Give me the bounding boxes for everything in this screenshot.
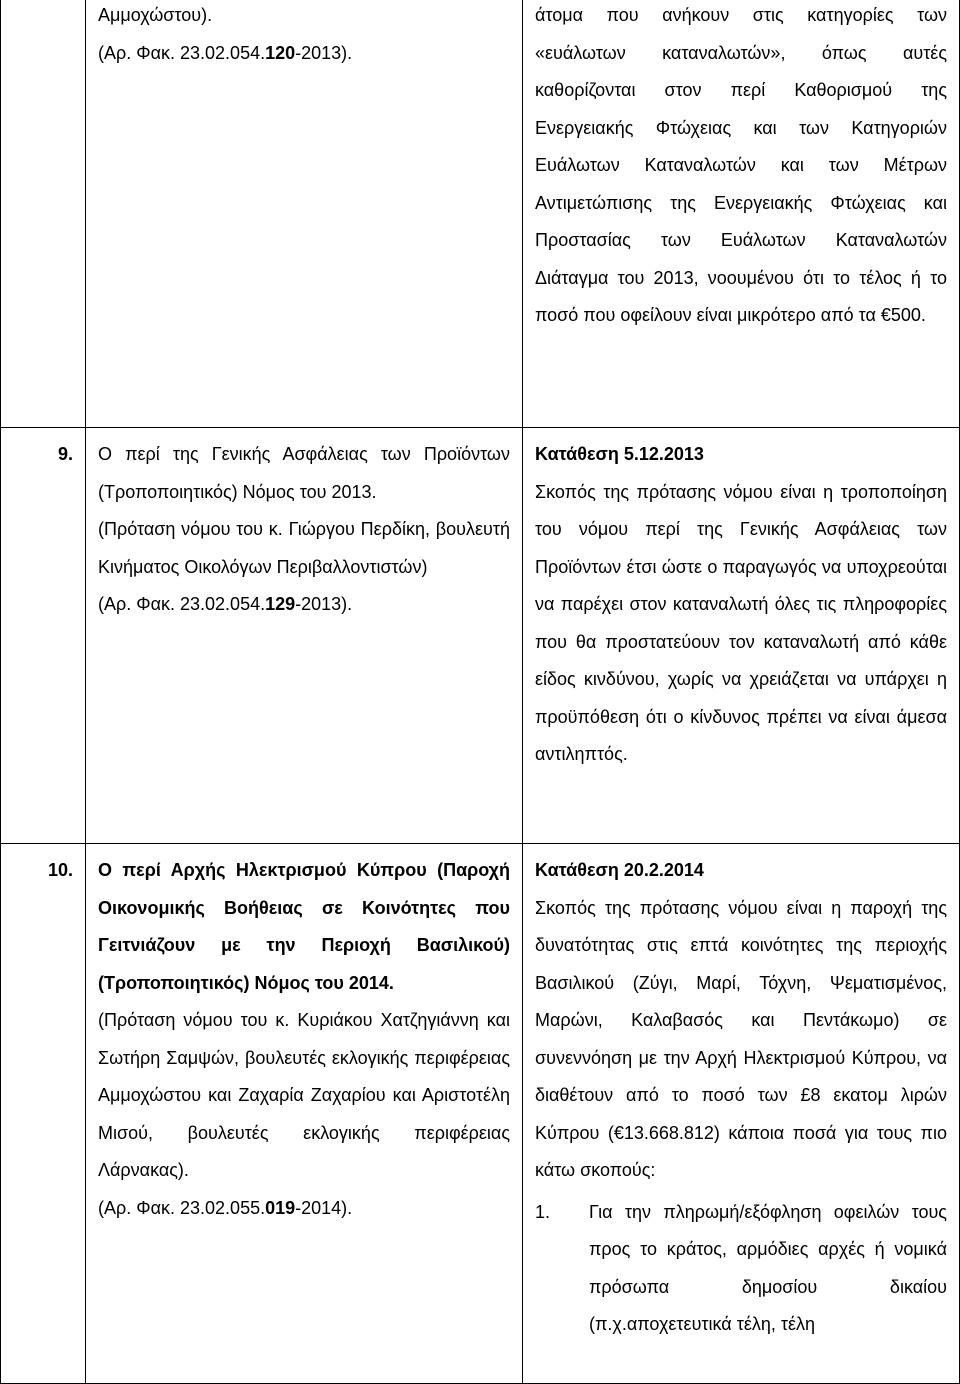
row-number-cell [1,0,86,428]
bill-title-cell [86,844,523,1384]
row-number: 9. [57,444,73,464]
bill-title-cell [86,0,523,428]
file-reference: (Αρ. Φακ. 23.02.055.019-2014). [98,1197,353,1218]
bill-title-cell [86,428,523,844]
table-row [1,844,960,1384]
row-number: 10. [47,860,73,880]
description-cell [523,844,960,1384]
deposit-date: Κατάθεση 5.12.2013 [535,444,704,464]
bill-description: Σκοπός της πρότασης νόμου είναι η τροποποίηση του νόμου περί της Γενικής Ασφάλειας των Προϊόντων έτσι ώστε ο παραγωγός να υποχρεούται να παρέχει στον καταναλωτή όλες τις πληροφορίες που θα προστατεύουν τον καταναλωτή από κάθε είδος κινδύνου, χωρίς να χρειάζεται να υπάρχει η προϋπόθεση ότι ο κίνδυνος πρέπει να είναι άμεσα αντιληπτός. [535,481,947,764]
file-reference: (Αρ. Φακ. 23.02.054.120-2013). [98,42,353,63]
bill-proposer: (Πρόταση νόμου του κ. Κυριάκου Χατζηγιάννη και Σωτήρη Σαμψών, βουλευτές εκλογικής περιφέρειας Αμμοχώστου και Ζαχαρία Ζαχαρίου και Αριστοτέλη Μισού, βουλευτές εκλογικής περιφέρειας Λάρνακας). [98,1010,510,1180]
list-item [535,1194,947,1344]
bill-description: άτομα που ανήκουν στις κατηγορίες των «ευάλωτων καταναλωτών», όπως αυτές καθορίζονται στον περί Καθορισμού της Ενεργειακής Φτώχειας και των Κατηγοριών Ευάλωτων Καταναλωτών και των Μέτρων Αντιμετώπισης της Ενεργειακής Φτώχειας και Προστασίας των Ευάλωτων Καταναλωτών Διάταγμα του 2013, νοουμένου ότι το τέλος ή το ποσό που οφείλουν είναι μικρότερο από τα €500. [535,5,947,325]
list-item-number: 1. [535,1201,551,1222]
bill-proposer: (Πρόταση νόμου του κ. Γιώργου Περδίκη, βουλευτή Κινήματος Οικολόγων Περιβαλλοντιστών) [98,519,510,577]
row-number-cell [1,428,86,844]
table-row [1,0,960,428]
bill-title-continuation: Αμμοχώστου). [98,5,213,25]
row-number-cell [1,844,86,1384]
list-item-text: Για την πληρωμή/εξόφληση οφειλών τους προς το κράτος, αρμόδιες αρχές ή νομικά πρόσωπα δημοσίου δικαίου (π.χ.αποχετευτικά τέλη, τέλη [589,1201,947,1334]
bill-title: Ο περί της Γενικής Ασφάλειας των Προϊόντων (Τροποποιητικός) Νόμος του 2013. [98,444,510,502]
bill-description: Σκοπός της πρότασης νόμου είναι η παροχή της δυνατότητας στις επτά κοινότητες της περιοχής Βασιλικού (Ζύγι, Μαρί, Τόχνη, Ψεματισμένος, Μαρώνι, Καλαβασός και Πεντάκωμο) σε συνεννόηση με την Αρχή Ηλεκτρισμού Κύπρου, να διαθέτουν από το ποσό των £8 εκατομ λιρών Κύπρου (€13.668.812) κάποια ποσά για τους πιο κάτω σκοπούς: [535,897,947,1180]
deposit-date: Κατάθεση 20.2.2014 [535,860,704,880]
bill-title: Ο περί Αρχής Ηλεκτρισμού Κύπρου (Παροχή Οικονομικής Βοήθειας σε Κοινότητες που Γειτνιάζουν με την Περιοχή Βασιλικού) (Τροποποιητικός) Νόμος του 2014. [98,860,510,993]
description-cell [523,0,960,428]
file-reference: (Αρ. Φακ. 23.02.054.129-2013). [98,594,353,614]
table-row [1,428,960,844]
description-cell [523,428,960,844]
